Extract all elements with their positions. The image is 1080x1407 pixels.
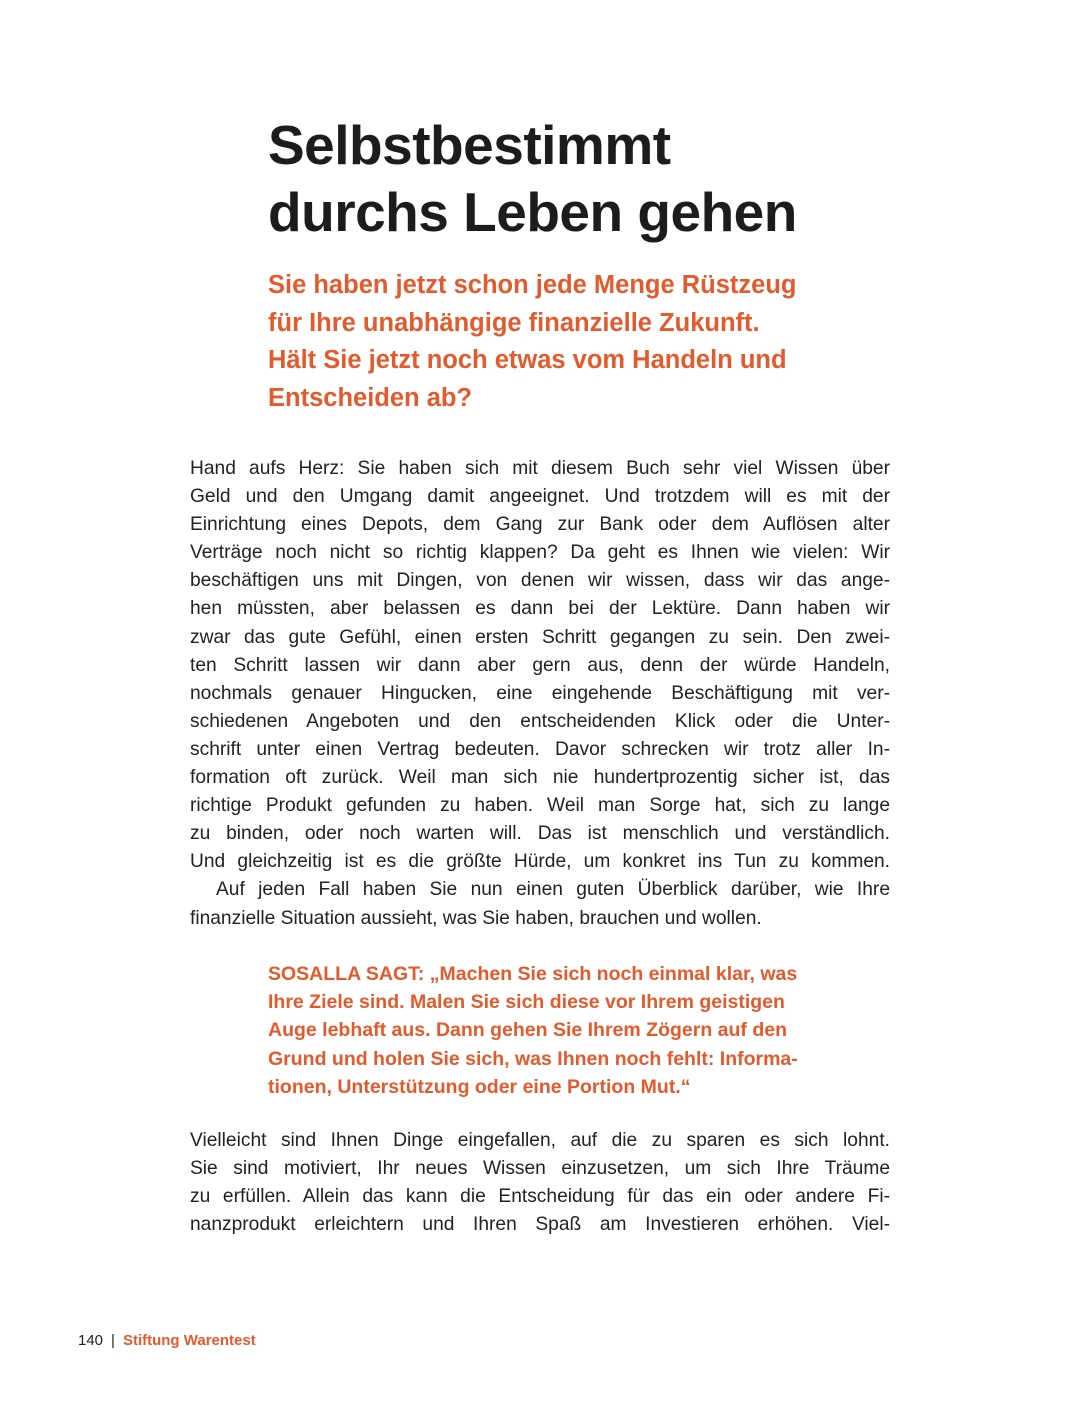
page-number: 140 <box>78 1332 104 1349</box>
text-line: formation oft zurück. Weil man sich nie hundertprozentig sicher ist, das <box>190 767 890 789</box>
quote-line: Grund und holen Sie sich, was Ihnen noch fehlt: Informa- <box>268 1047 798 1070</box>
text-line: nochmals genauer Hingucken, eine eingehende Beschäftigung mit ver- <box>190 682 890 704</box>
text-line: schiedenen Angeboten und den entscheidenden Klick oder die Unter- <box>190 710 890 732</box>
quote-line: SOSALLA SAGT: „Machen Sie sich noch einmal klar, was <box>268 963 798 985</box>
text-line: schrift unter einen Vertrag bedeuten. Davor schrecken wir trotz aller In- <box>190 738 890 760</box>
text-line: ten Schritt lassen wir dann aber gern aus, denn der würde Handeln, <box>190 654 890 676</box>
lead-line: für Ihre unabhängige finanzielle Zukunft. <box>268 308 760 337</box>
title-line: Selbstbestimmt <box>268 114 671 176</box>
lead-line: Sie haben jetzt schon jede Menge Rüstzeug <box>268 271 797 299</box>
text-line: hen müssten, aber belassen es dann bei der Lektüre. Dann haben wir <box>190 598 890 620</box>
quote-line: Auge lebhaft aus. Dann gehen Sie Ihrem Zögern auf den <box>268 1019 787 1042</box>
title-line: durchs Leben gehen <box>268 181 797 243</box>
text-line: finanzielle Situation aussieht, was Sie haben, brauchen und wollen. <box>190 907 762 929</box>
lead-paragraph <box>268 267 908 417</box>
text-line: Einrichtung eines Depots, dem Gang zur Bank oder dem Auflösen alter <box>190 514 890 536</box>
text-line: Hand aufs Herz: Sie haben sich mit diesem Buch sehr viel Wissen über <box>190 458 890 479</box>
footer-separator: | <box>111 1332 115 1349</box>
quote-line: tionen, Unterstützung oder eine Portion Mut.“ <box>268 1075 691 1098</box>
text-line: richtige Produkt gefunden zu haben. Weil man Sorge hat, sich zu lange <box>190 795 890 817</box>
publisher-name: Stiftung Warentest <box>122 1332 256 1349</box>
text-line: Sie sind motiviert, Ihr neues Wissen einzusetzen, um sich Ihre Träume <box>190 1158 890 1180</box>
text-line: nanzprodukt erleichtern und Ihren Spaß am Investieren erhöhen. Viel- <box>190 1214 890 1236</box>
quote-line: Ihre Ziele sind. Malen Sie sich diese vor Ihrem geistigen <box>268 991 785 1014</box>
page-title <box>268 112 908 246</box>
body-paragraph-3 <box>190 1127 890 1239</box>
body-paragraph-1 <box>190 455 890 933</box>
text-line: Und gleichzeitig ist es die größte Hürde, um konkret ins Tun zu kommen. <box>190 851 890 873</box>
text-line: Auf jeden Fall haben Sie nun einen guten Überblick darüber, wie Ihre <box>216 879 890 901</box>
lead-line: Entscheiden ab? <box>268 383 473 412</box>
text-line: Geld und den Umgang damit angeeignet. Und trotzdem will es mit der <box>190 486 890 508</box>
text-line: Vielleicht sind Ihnen Dinge eingefallen, auf die zu sparen es sich lohnt. <box>190 1130 890 1151</box>
text-line: zu binden, oder noch warten will. Das ist menschlich und verständlich. <box>190 823 890 845</box>
page-footer <box>78 1331 256 1351</box>
text-line: beschäftigen uns mit Dingen, von denen wir wissen, dass wir das ange- <box>190 570 890 592</box>
pull-quote <box>268 960 868 1101</box>
text-line: zu erfüllen. Allein das kann die Entscheidung für das ein oder andere Fi- <box>190 1186 890 1208</box>
text-line: Verträge noch nicht so richtig klappen? Da geht es Ihnen wie vielen: Wir <box>190 542 890 564</box>
lead-line: Hält Sie jetzt noch etwas vom Handeln und <box>268 346 787 374</box>
text-line: zwar das gute Gefühl, einen ersten Schritt gegangen zu sein. Den zwei- <box>190 626 890 648</box>
